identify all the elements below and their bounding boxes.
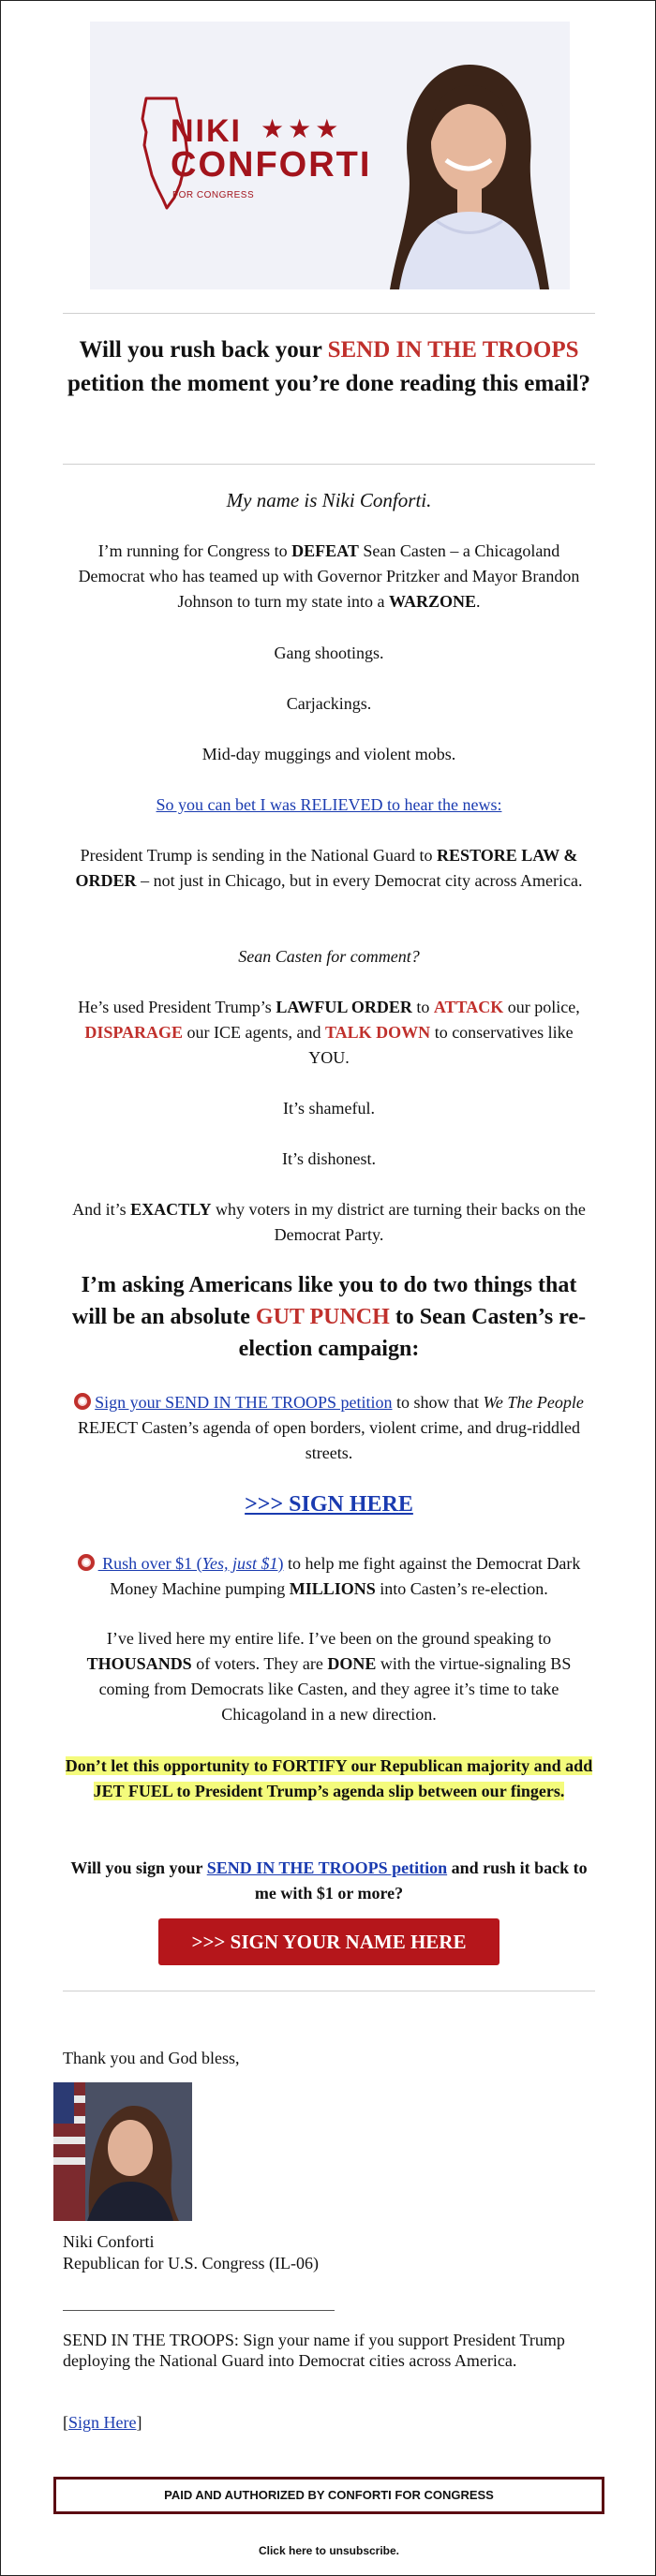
text: I’ve lived here my entire life. I’ve been on the ground speaking to xyxy=(106,1629,552,1648)
paragraph-lawful xyxy=(63,995,595,1071)
text: to help me fight against the Democrat Dark Money Machine pumping xyxy=(110,1554,581,1598)
text-red: DISPARAGE xyxy=(84,1023,184,1042)
divider xyxy=(63,464,595,465)
text: I’m asking Americans like you to do two things that will be an absolute xyxy=(71,1273,577,1329)
headline xyxy=(63,333,595,401)
signature-name: Niki Conforti xyxy=(63,2232,155,2251)
list-line: Gang shootings. xyxy=(274,644,384,662)
text: . xyxy=(476,592,481,611)
text: to Sean Casten’s re-election campaign: xyxy=(238,1305,587,1361)
text: of voters. They are xyxy=(191,1654,328,1673)
signoff: Thank you and God bless, xyxy=(63,2049,240,2067)
text: Will you sign your xyxy=(70,1858,207,1877)
text-red: TALK DOWN xyxy=(325,1023,431,1042)
logo-last-name: CONFORTI xyxy=(171,145,372,185)
text-bold: DEFEAT xyxy=(291,541,359,560)
text-bold: MILLIONS xyxy=(289,1579,376,1598)
paragraph-lived xyxy=(63,1626,595,1727)
text-bold: WARZONE xyxy=(388,592,476,611)
signature-photo-image xyxy=(53,2082,192,2221)
logo-first-name: NIKI xyxy=(171,113,242,149)
signature-photo xyxy=(53,2082,192,2221)
sign-here-wrap xyxy=(63,1492,595,1517)
text: ) xyxy=(277,1554,284,1573)
text: Rush over $1 ( xyxy=(97,1554,202,1573)
footer-link-wrap xyxy=(63,2410,595,2435)
paragraph-exactly xyxy=(63,1197,595,1248)
text: – not just in Chicago, but in every Democrat city across America. xyxy=(136,871,583,890)
signature-title: Republican for U.S. Congress (IL-06) xyxy=(63,2254,319,2273)
text: our police, xyxy=(503,998,580,1016)
campaign-logo xyxy=(139,95,373,212)
step-two xyxy=(63,1551,595,1602)
headline-text: petition the moment you’re done reading this email? xyxy=(67,371,591,396)
text: I’m running for Congress to xyxy=(97,541,292,560)
list-line: Mid-day muggings and violent mobs. xyxy=(201,745,456,763)
two-things-heading xyxy=(63,1269,595,1365)
text-bold: THOUSANDS xyxy=(86,1654,192,1673)
text: into Casten’s re-election. xyxy=(375,1579,548,1598)
text-red: ATTACK xyxy=(433,998,504,1016)
intro-line: My name is Niki Conforti. xyxy=(226,489,432,511)
text: Sean Casten – a Chicagoland Democrat who has teamed up with Governor Pritzker and Mayor Brandon Johnson to turn my state into a xyxy=(78,541,580,611)
highlight-paragraph xyxy=(63,1754,595,1804)
target-ring-icon xyxy=(78,1554,95,1571)
text: our ICE agents, and xyxy=(183,1023,325,1042)
footer-sign-link[interactable]: Sign Here xyxy=(68,2413,137,2432)
petition-link[interactable]: Sign your SEND IN THE TROOPS petition xyxy=(95,1393,393,1412)
paragraph-running xyxy=(63,539,595,614)
text: to xyxy=(411,998,434,1016)
divider xyxy=(63,313,595,314)
text: why voters in my district are turning their backs on the Democrat Party. xyxy=(211,1200,586,1244)
logo-stars-icon: ★★★ xyxy=(261,115,343,144)
list-line: Carjackings. xyxy=(286,694,372,713)
bracket: [ xyxy=(63,2413,68,2432)
candidate-portrait xyxy=(371,57,559,289)
footer-divider xyxy=(63,2310,335,2311)
text: with the virtue-signaling BS coming from Democrats like Casten, and they agree it’s time to take Chicagoland in a new direction. xyxy=(98,1654,572,1724)
text: to show that xyxy=(392,1393,484,1412)
relieved-link-wrap xyxy=(63,792,595,818)
paid-by-disclaimer: PAID AND AUTHORIZED BY CONFORTI FOR CONGRESS xyxy=(53,2477,604,2514)
text-red: GUT PUNCH xyxy=(255,1305,390,1329)
ask-paragraph xyxy=(63,1856,595,1906)
text-bold: EXACTLY xyxy=(130,1200,212,1219)
text: and rush it back to me with $1 or more? xyxy=(254,1858,588,1902)
text-bold: RESTORE LAW & ORDER xyxy=(75,846,578,890)
paragraph-trump xyxy=(63,843,595,894)
text-italic: Yes, just $1 xyxy=(201,1554,278,1573)
relieved-link[interactable]: So you can bet I was RELIEVED to hear the news: xyxy=(156,795,502,814)
petition-link[interactable]: SEND IN THE TROOPS petition xyxy=(206,1858,448,1877)
bracket: ] xyxy=(136,2413,142,2432)
target-ring-icon xyxy=(74,1393,91,1410)
text: And it’s xyxy=(72,1200,131,1219)
text-bold: LAWFUL ORDER xyxy=(276,998,412,1016)
headline-text: Will you rush back your xyxy=(79,337,328,363)
shameful-line: It’s shameful. xyxy=(283,1099,375,1118)
unsubscribe-link[interactable]: Click here to unsubscribe. xyxy=(258,2544,400,2557)
text-bold: DONE xyxy=(327,1654,377,1673)
sign-here-link[interactable]: >>> SIGN HERE xyxy=(245,1492,413,1517)
text: to conservatives like YOU. xyxy=(308,1023,574,1067)
text: He’s used President Trump’s xyxy=(78,998,276,1016)
step-one xyxy=(63,1390,595,1466)
logo-subtitle: FOR CONGRESS xyxy=(172,190,255,200)
sign-your-name-button[interactable]: >>> SIGN YOUR NAME HERE xyxy=(158,1918,499,1965)
highlighted-text: Don’t let this opportunity to FORTIFY our Republican majority and add JET FUEL to President Trump’s agenda slip between our fingers. xyxy=(65,1756,593,1800)
headline-highlight: SEND IN THE TROOPS xyxy=(327,337,579,363)
text: REJECT Casten’s agenda of open borders, violent crime, and drug-riddled streets. xyxy=(77,1418,581,1462)
donate-link[interactable] xyxy=(98,1554,284,1573)
dishonest-line: It’s dishonest. xyxy=(281,1149,376,1168)
text: President Trump is sending in the National Guard to xyxy=(80,846,438,865)
header-banner xyxy=(90,22,570,289)
casten-comment: Sean Casten for comment? xyxy=(238,947,420,966)
footer-note: SEND IN THE TROOPS: Sign your name if you support President Trump deploying the National Guard into Democrat cities across America. xyxy=(63,2331,565,2370)
text-italic: We The People xyxy=(483,1393,584,1412)
